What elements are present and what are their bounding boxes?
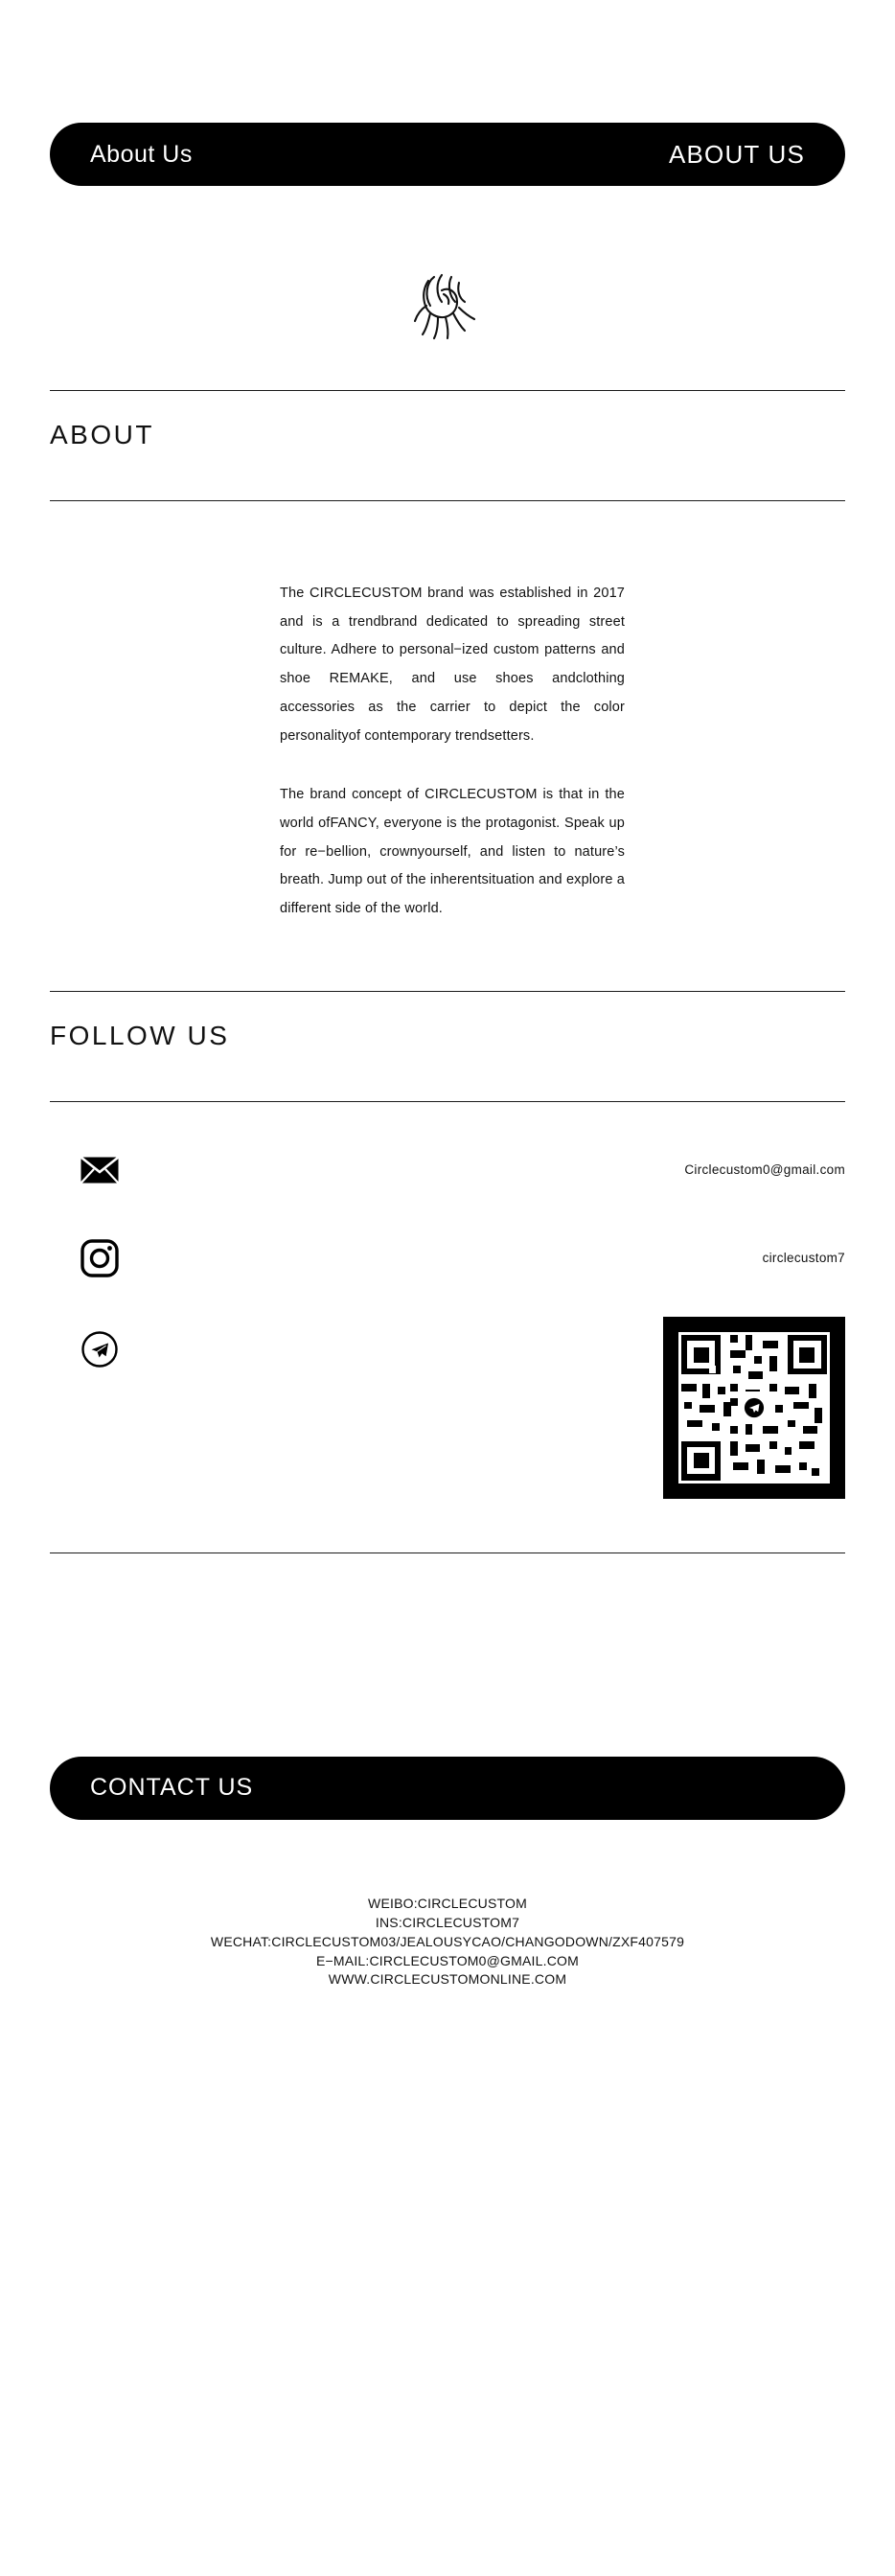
footer-line-email: E−MAIL:CIRCLECUSTOM0@GMAIL.COM	[316, 1952, 579, 1968]
social-row-email[interactable]	[50, 1140, 845, 1200]
divider-below-follow-section	[50, 1552, 845, 1553]
page-root	[0, 123, 895, 2576]
divider-below-follow-us	[50, 1101, 845, 1102]
social-links-list	[50, 1140, 845, 1499]
footer-line-weibo: WEIBO:CIRCLECUSTOM	[368, 1895, 527, 1911]
footer-info	[50, 1895, 845, 1990]
instagram-handle[interactable]: circlecustom7	[762, 1251, 845, 1266]
divider-below-about	[50, 500, 845, 501]
top-navigation-bar[interactable]	[50, 123, 845, 186]
nav-link-about-us[interactable]: ABOUT US	[668, 139, 805, 169]
telegram-qr-code[interactable]	[663, 1317, 845, 1499]
section-heading-follow-us: FOLLOW US	[50, 1020, 230, 1050]
brand-logo	[50, 251, 845, 356]
telegram-icon[interactable]	[79, 1328, 121, 1370]
footer-line-ins: INS:CIRCLECUSTOM7	[375, 1914, 520, 1930]
social-row-telegram[interactable]	[50, 1317, 845, 1499]
email-handle[interactable]: Circlecustom0@gmail.com	[684, 1162, 845, 1178]
about-body	[50, 580, 845, 924]
instagram-glyph	[80, 1239, 119, 1277]
section-heading-about: ABOUT	[50, 420, 154, 449]
instagram-icon[interactable]	[79, 1237, 121, 1279]
telegram-small-glyph	[744, 1397, 765, 1418]
footer-line-website: WWW.CIRCLECUSTOMONLINE.COM	[328, 1971, 567, 1988]
social-row-instagram[interactable]	[50, 1229, 845, 1288]
qr-matrix	[678, 1332, 830, 1484]
envelope-glyph	[80, 1156, 120, 1184]
envelope-icon[interactable]	[79, 1149, 121, 1191]
telegram-glyph	[80, 1330, 119, 1368]
nav-title-about-us[interactable]: About Us	[90, 140, 193, 168]
about-paragraph-2: The brand concept of CIRCLECUSTOM is that in the world ofFANCY, everyone is the protagonist. Speak up for re−bellion, crownyourself, and listen to nature’s breath. Jump out of the inherentsituation and explore a different side of the world.	[280, 787, 625, 917]
contact-us-button[interactable]	[50, 1757, 845, 1820]
footer-line-wechat: WECHAT:CIRCLECUSTOM03/JEALOUSYCAO/CHANGODOWN/ZXF407579	[210, 1933, 685, 1949]
circlecustom-logo-icon	[398, 254, 497, 354]
contact-us-label: CONTACT US	[90, 1774, 254, 1802]
qr-center-telegram-icon	[738, 1392, 770, 1424]
about-paragraph-1: The CIRCLECUSTOM brand was established in 2017 and is a trendbrand dedicated to spreading street culture. Adhere to personal−ized custom patterns and shoe REMAKE, and use shoes andclothing accessories as the carrier to depict the color personalityof contemporary trendsetters.	[280, 586, 625, 744]
